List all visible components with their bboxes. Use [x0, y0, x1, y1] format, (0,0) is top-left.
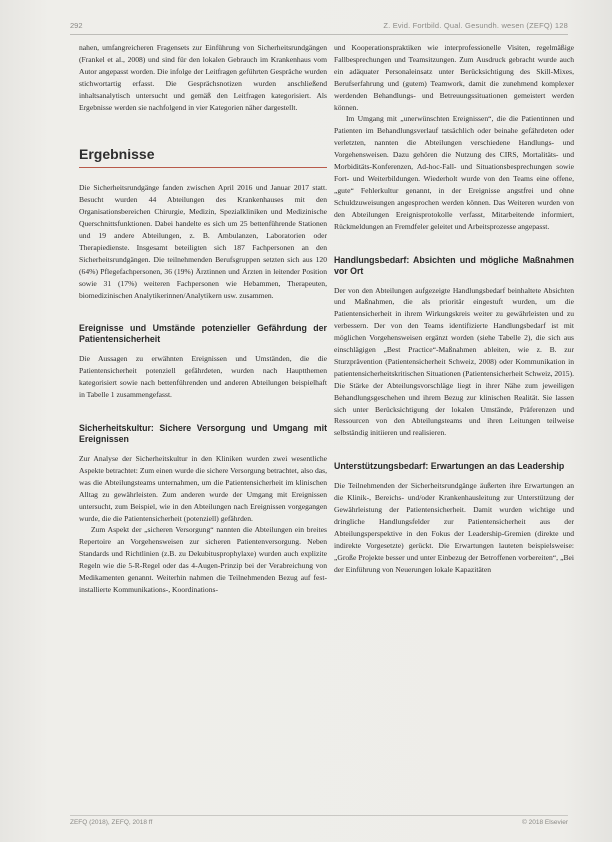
continuation-paragraph: und Kooperationspraktiken wie interprofessionelle Visiten, regelmäßige Fallbesprechungen und Teamsitzungen. Zum Ausdruck gebracht wurde auch ein adäquater Personaleinsatz unter Berücksichtigung des Skill-Mixes, Berufserfahrung und (gutem) Teamwork, damit die zunehmend komplexer werdenden Behandlungs- und Betreuungssituationen gemeistert werden können.	[334, 43, 574, 112]
running-footer	[70, 815, 568, 828]
footer-citation: ZEFQ (2018), ZEFQ, 2018 ff	[70, 819, 153, 826]
section-title-results: Ergebnisse	[79, 149, 327, 168]
page-number: 292	[70, 21, 83, 30]
subheading-action-needs: Handlungsbedarf: Absichten und mögliche Maßnahmen vor Ort	[334, 254, 574, 276]
adverse-events-paragraph: Im Umgang mit „unerwünschten Ereignissen“, die die Patientinnen und Patienten im Behandlungsverlauf tatsächlich oder beinahe gefährdeten oder verletzten, nannten die Abteilungen verschiedene Handlungs- und Vorgehensweisen. Dazu gehören die Nutzung des CIRS, Mortalitäts- und Morbiditäts-Konferenzen, Ad-hoc-Fall- und Situationsbesprechungen sowie Fort- und Weiterbildungen. Wiederholt wurde von den Teams eine offene, „gute“ Fehlerkultur genannt, in der Ereignisse angstfrei und ohne Schuldzuweisungen angesprochen werden können. Das Weiteren wurden von den Abteilungen Ereignisprotokolle verfasst, Mitarbeitende informiert, Rückmeldungen an Fremdfeler geleitet und Arbeitsprozesse angepasst.	[334, 114, 574, 231]
subheading-leadership: Unterstützungsbedarf: Erwartungen an das Leadership	[334, 461, 565, 472]
right-column	[334, 42, 574, 576]
safety-culture-paragraph-2: Zum Aspekt der „sicheren Versorgung“ nannten die Abteilungen ein breites Repertoire an Vorgehensweisen zur sicheren Patientenversorgung. Neben Standards und Richtlinien (z.B. zu Dekubitusprophylaxe) wurden auch explizite Regeln wie die 5-R-Regel oder das 4-Augen-Prinzip bei der Verabreichung von Medikamenten genannt. Weiterhin nahmen die Teilnehmenden Bezug auf fest-installierte Kommunikations-, Koordinations-	[79, 525, 327, 594]
footer-copyright: © 2018 Elsevier	[522, 819, 568, 826]
intro-paragraph: nahen, umfangreicheren Fragensets zur Einführung von Sicherheitsrundgängen (Frankel et al., 2008) und sind für den lokalen Gebrauch im Krankenhaus vom Autor angepasst worden. Die infolge der Leitfragen geführten Gespräche wurden stichwortartig erfasst. Die Gesprächsnotizen wurden anschließend inhaltsanalytisch untersucht und gemäß den Leitfragen kategorisiert. Als Ergebnisse werden sie nachfolgend in vier Kategorien näher dargestellt.	[79, 43, 327, 112]
safety-culture-paragraph-1: Zur Analyse der Sicherheitskultur in den Kliniken wurden zwei wesentliche Aspekte betrachtet: Zum einen wurde die sichere Versorgung betrachtet, also das, was die Abteilungsteams unternahmen, um die Patientensicherheit im klinischen Alltag zu gewährleisten. Zum anderen wurde der Umgang mit Ereignissen untersucht, zum Beispiel, wie in den Abteilungen nach Ereignissen vorgegangen wurde, die die Patientensicherheit (potenziell) gefährden.	[79, 454, 327, 523]
left-column	[79, 42, 327, 596]
subheading-events: Ereignisse und Umstände potenzieller Gefährdung der Patientensicherheit	[79, 323, 327, 345]
action-needs-paragraph: Der von den Abteilungen aufgezeigte Handlungsbedarf beinhaltete Absichten und Maßnahmen, die als prioritär eingestuft wurden, um die Patientensicherheit in ihrem Wirkungskreis weiter zu gewährleisten und zu verbessern. Der von den Teams identifizierte Handlungsbedarf ist mit möglichen Vorgehensweisen ergänzt worden (siehe Tabelle 2), die sich aus einschlägigen „Best Practice“-Maßnahmen ableiten, wie z. B. zur Sturzprävention (Patientensicherheit Schweiz, 2008) oder Kommunikation in patientensicherheitskritischen Situationen (Patientensicherheit Schweiz, 2015). Die Stärke der Abteilungsvorschläge liegt in ihrer Nähe zum jeweiligen Behandlungsgeschehen und ihrem Bezug zur klinischen Realität. Sie lassen sich unter Berücksichtigung der lokalen Umstände, Präferenzen und Ressourcen von den Abteilungsteams und ihren Leitungen teilweise selbständig initiieren und realisieren.	[334, 285, 574, 438]
journal-title: Z. Evid. Fortbild. Qual. Gesundh. wesen (ZEFQ) 128	[383, 21, 568, 30]
results-paragraph: Die Sicherheitsrundgänge fanden zwischen April 2016 und Januar 2017 statt. Besucht wurden 44 Abteilungen des Krankenhauses mit den Organisationsbereichen Chirurgie, Medizin, Spezialkliniken und Medizinische Querschnittsfunktionen. Dabei handelte es sich um 25 bettenführende Stationen und 19 andere Abteilungen, z. B. Ambulanzen, Laboratorien oder Therapiedienste. Insgesamt beteiligten sich 187 Fachpersonen an den Sicherheitsrundgängen. Die teilnehmenden Berufsgruppen setzten sich aus 120 (64%) Pflegefachpersonen, 36 (19%) Ärztinnen und Ärzten in leitender Position sowie 31 (17%) weiteren Fachpersonen wie Hebammen, Therapeuten, biomedizinischen Analytikerinnen/Analytikern usw. zusammen.	[79, 183, 327, 300]
subheading-safety-culture: Sicherheitskultur: Sichere Versorgung und Umgang mit Ereignissen	[79, 423, 327, 445]
running-header	[70, 20, 568, 35]
events-paragraph: Die Aussagen zu erwähnten Ereignissen und Umständen, die die Patientensicherheit potenziell gefährdeten, wurden nach Hauptthemen kategorisiert sowie nach bettenführenden und anderen Abteilungen beispielhaft in Tabelle 1 zusammengefasst.	[79, 354, 327, 400]
leadership-paragraph: Die Teilnehmenden der Sicherheitsrundgänge äußerten ihre Erwartungen an die Klinik-, Bereichs- und/oder Krankenhausleitung zur Unterstützung der Gewährleistung der Patientensicherheit. Damit wurden wichtige und dringliche Handlungsfelder zur Patientensicherheit aus der Abteilungsperspektive in den Fokus der Leadership-Gremien (direkte und indirekte Vorgesetzte) gerückt. Die Erwartungen lauteten beispielsweise: „Große Projekte besser und unter Einbezug der Betroffenen vorbereiten“, „Bei der Einführung von Neuerungen lokale Kapazitäten	[334, 481, 574, 574]
